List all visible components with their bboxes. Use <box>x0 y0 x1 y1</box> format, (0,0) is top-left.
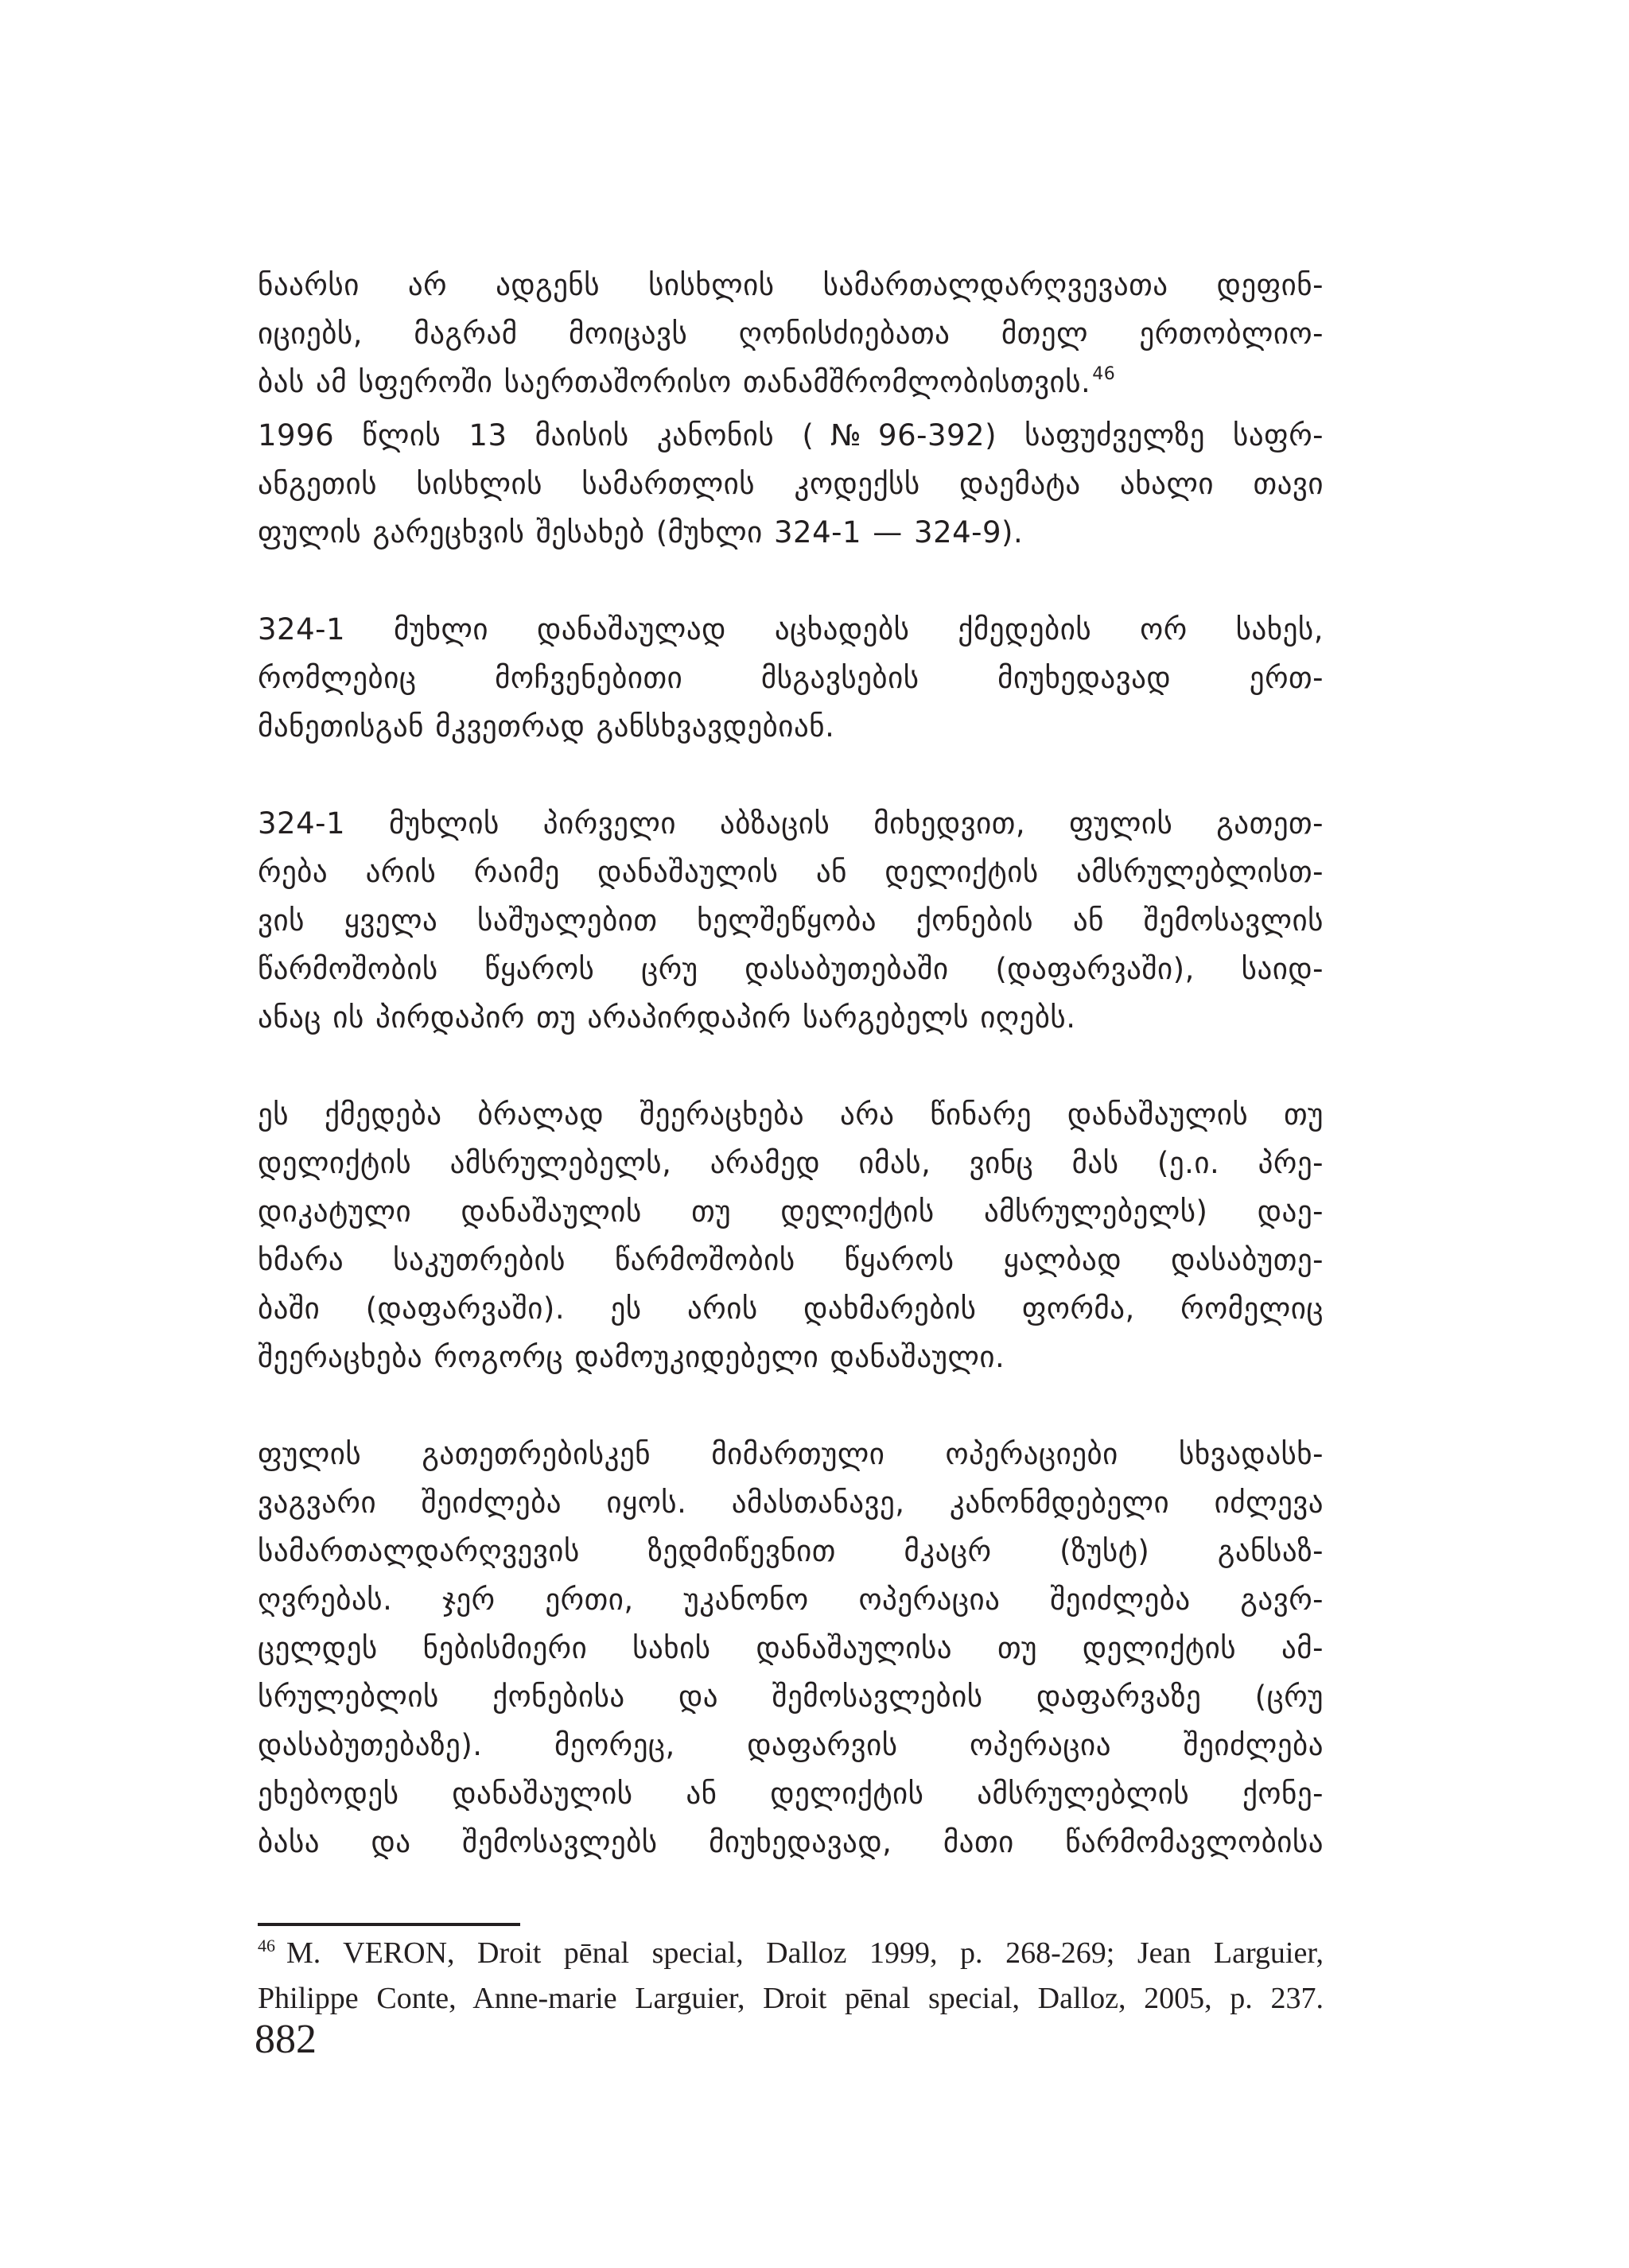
text-line: ნაარსი არ ადგენს სისხლის სამართალდარღვევათა დეფინ- <box>258 268 1324 302</box>
page-number: 882 <box>255 2017 317 2062</box>
text-line: ფულის გარეცხვის შესახებ (მუხლი 324-1 — 324-9). <box>258 515 1024 550</box>
text-line: სრულებლის ქონებისა და შემოსავლების დაფარვაზე (ცრუ <box>258 1680 1324 1714</box>
footnote-line: Philippe Conte, Anne-marie Larguier, Droit pēnal special, Dalloz, 2005, p. 237. <box>258 1982 1324 2015</box>
footnote-reference[interactable]: 46 <box>1092 364 1116 384</box>
text-line: ანგეთის სისხლის სამართლის კოდექსს დაემატა ახალი თავი <box>258 467 1324 501</box>
text-line: ფულის გათეთრებისკენ მიმართული ოპერაციები სხვადასხ- <box>258 1437 1324 1471</box>
footnote <box>258 1932 1324 2019</box>
text-line: შეერაცხება როგორც დამოუკიდებელი დანაშაული. <box>258 1340 1005 1374</box>
text-line: ეს ქმედება ბრალად შეერაცხება არა წინარე დანაშაულის თუ <box>258 1097 1324 1132</box>
text-line: იციებს, მაგრამ მოიცავს ღონისძიებათა მთელ ერთობლიო- <box>258 317 1324 351</box>
text-line: მანეთისგან მკვეთრად განსხვავდებიან. <box>258 709 835 744</box>
text-line-content: ბას ამ სფეროში საერთაშორისო თანამშრომლობისთვის. <box>258 365 1091 399</box>
text-line: დიკატული დანაშაულის თუ დელიქტის ამსრულებელს) დაე- <box>258 1194 1324 1229</box>
text-line: სამართალდარღვევის ზედმიწევნით მკაცრ (ზუსტ) განსაზ- <box>258 1534 1324 1568</box>
footnote-line <box>258 1932 1324 1978</box>
paragraph-1 <box>258 261 1324 557</box>
paragraph-3 <box>258 799 1324 1042</box>
footnote-separator <box>258 1923 520 1926</box>
text-line: 1996 წლის 13 მაისის კანონის (№96-392) საფუძველზე საფრ- <box>258 418 1324 452</box>
footnote-number: 46 <box>258 1936 275 1955</box>
text-line: ხმარა საკუთრების წარმოშობის წყაროს ყალბად დასაბუთე- <box>258 1243 1324 1277</box>
text-line: ცელდეს ნებისმიერი სახის დანაშაულისა თუ დელიქტის ამ- <box>258 1631 1324 1665</box>
text-line: ვაგვარი შეიძლება იყოს. ამასთანავე, კანონმდებელი იძლევა <box>258 1485 1324 1520</box>
text-line: წარმოშობის წყაროს ცრუ დასაბუთებაში (დაფარვაში), საიდ- <box>258 952 1324 986</box>
text-line <box>258 358 1324 411</box>
paragraph-2 <box>258 605 1324 751</box>
footnote-text: M. VERON, Droit pēnal special, Dalloz 1999, p. 268-269; Jean Larguier, <box>286 1936 1324 1970</box>
text-line: ბაში (დაფარვაში). ეს არის დახმარების ფორმა, რომელიც <box>258 1291 1324 1326</box>
text-line: ბასა და შემოსავლებს მიუხედავად, მათი წარმომავლობისა <box>258 1825 1324 1859</box>
text-line: რომლებიც მოჩვენებითი მსგავსების მიუხედავად ერთ- <box>258 661 1324 695</box>
paragraph-5 <box>258 1430 1324 1866</box>
text-line: დასაბუთებაზე). მეორეც, დაფარვის ოპერაცია შეიძლება <box>258 1728 1324 1762</box>
main-text <box>258 261 1324 1915</box>
text-line: ღვრებას. ჯერ ერთი, უკანონო ოპერაცია შეიძლება გავრ- <box>258 1583 1324 1617</box>
text-line: ვის ყველა საშუალებით ხელშეწყობა ქონების ან შემოსავლის <box>258 903 1324 938</box>
text-line: ეხებოდეს დანაშაულის ან დელიქტის ამსრულებლის ქონე- <box>258 1777 1324 1811</box>
paragraph-4 <box>258 1090 1324 1381</box>
text-line: 324-1 მუხლი დანაშაულად აცხადებს ქმედების ორ სახეს, <box>258 612 1324 647</box>
text-line: რება არის რაიმე დანაშაულის ან დელიქტის ამსრულებლისთ- <box>258 855 1324 889</box>
text-line: ანაც ის პირდაპირ თუ არაპირდაპირ სარგებელს იღებს. <box>258 1000 1076 1035</box>
text-line: დელიქტის ამსრულებელს, არამედ იმას, ვინც მას (ე.ი. პრე- <box>258 1146 1324 1180</box>
text-line: 324-1 მუხლის პირველი აბზაცის მიხედვით, ფულის გათეთ- <box>258 806 1324 841</box>
